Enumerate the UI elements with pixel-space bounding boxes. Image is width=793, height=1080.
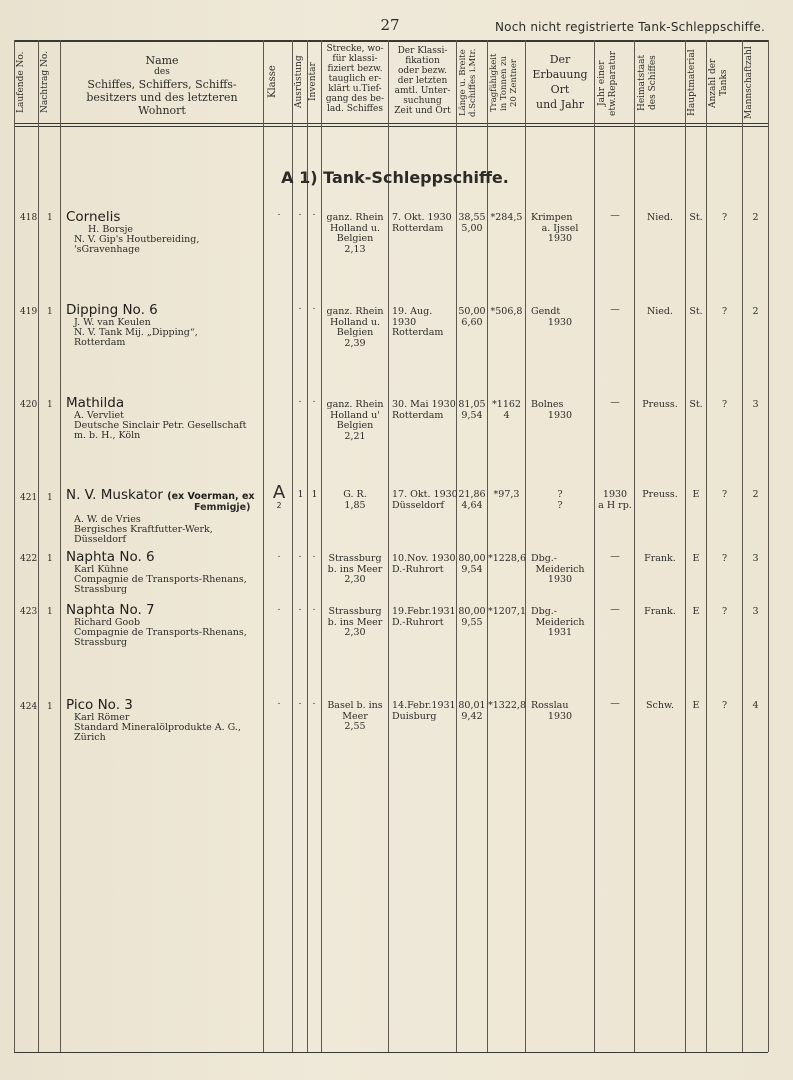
klassifikation: 14.Febr.1931 Duisburg [392,700,456,722]
erbauung: Gendt 1930 [531,306,573,328]
material: E [692,553,700,564]
section-title: A 1) Tank-Schleppschiffe. [281,168,509,187]
masse: 80,00 9,54 [458,553,486,575]
residence: 'sGravenhage [74,244,140,255]
col-rule [634,40,635,1052]
col-rule [38,40,39,1052]
heimatstaat: Frank. [644,553,676,564]
ausruestung: . [298,394,302,405]
row-nachtrag: 1 [47,307,53,317]
skipper: Karl Kühne [74,564,129,575]
owner: N. V. Gip's Houtbereiding, [74,234,200,245]
inventar: 1 [311,489,318,500]
reparatur: — [610,698,620,709]
header-nachtrag: Nachtrag No. [40,51,50,113]
header-heimatstaat: Heimatstaat des Schiffes [637,54,658,112]
col-rule [60,40,61,1052]
ship-name: Pico No. 3 [66,697,133,713]
residence: Rotterdam [74,337,126,348]
row-number: 422 [20,554,38,564]
owner: Bergisches Kraftfutter-Werk, [74,524,213,535]
ship-name: Naphta No. 7 [66,602,155,618]
row-nachtrag: 1 [47,213,53,223]
masse: 80,00 9,55 [458,606,486,628]
residence: Düsseldorf [74,534,127,545]
strecke: Strassburg b. ins Meer 2,30 [327,553,383,585]
row-nachtrag: 1 [47,493,53,503]
col-rule [388,40,389,1052]
header-rule [14,123,768,124]
tragfaehigkeit: *1207,1 [488,606,526,617]
header-erbauung: Der Erbauung Ort und Jahr [532,53,588,111]
material: E [692,489,700,500]
erbauung: Krimpen a. Ijssel 1930 [531,212,579,244]
inventar: . [312,301,316,312]
masse: 81,05 9,54 [458,399,486,421]
reparatur: — [610,397,620,408]
tragfaehigkeit: *97,3 [493,489,520,500]
owner: Standard Mineralölprodukte A. G., [74,722,241,733]
header-name: Name des Schiffes, Schiffers, Schiffs- besitzers und des letzteren Wohnort [86,54,238,117]
residence: Strassburg [74,584,128,595]
klassifikation: 7. Okt. 1930 Rotterdam [392,212,452,234]
inventar: . [312,696,316,707]
tanks: ? [721,306,728,317]
row-nachtrag: 1 [47,607,53,617]
skipper: H. Borsje [88,224,134,235]
col-rule [321,40,322,1052]
col-rule [525,40,526,1052]
material: E [692,606,700,617]
erbauung: Rosslau 1930 [531,700,573,722]
tanks: ? [721,700,728,711]
klasse-mark: A 2 [272,482,286,510]
masse: 21,86 4,64 [458,489,486,511]
klasse: . [277,207,281,218]
residence: Strassburg [74,637,128,648]
residence: m. b. H., Köln [74,430,141,441]
erbauung: Dbg.- Meiderich 1931 [531,606,585,638]
header-hauptmaterial: Hauptmaterial [687,49,697,117]
ship-name: Naphta No. 6 [66,549,155,565]
header-tragfaehigkeit: Tragfähigkeit in Tonnen zu 20 Zentner [489,53,519,113]
strecke: Basel b. ins Meer 2,55 [327,700,383,732]
ausruestung: 1 [297,489,304,500]
header-reparatur: Jahr einer etw.Reparatur [597,50,618,116]
mannschaft: 2 [752,212,759,223]
inventar: . [312,394,316,405]
top-rule [14,40,768,42]
owner: Compagnie de Transports-Rhenans, [74,574,247,585]
inventar: . [312,549,316,560]
klassifikation: 10.Nov. 1930 D.-Ruhrort [392,553,456,575]
masse: 50,00 6,60 [458,306,486,328]
tragfaehigkeit: *506,8 [490,306,523,317]
klassifikation: 30. Mai 1930 Rotterdam [392,399,456,421]
tragfaehigkeit: *284,5 [490,212,523,223]
klassifikation: 17. Okt. 1930 Düsseldorf [392,489,458,511]
erbauung: Bolnes 1930 [531,399,573,421]
ship-name-note: Femmigje) [194,502,251,513]
reparatur: — [610,604,620,615]
header-laufende: Laufende No. [16,51,26,113]
material: St. [689,399,703,410]
skipper: A. W. de Vries [74,514,141,525]
heimatstaat: Preuss. [642,399,678,410]
ship-name: Cornelis [66,209,121,225]
header-strecke: Strecke, wo- für klassi- fiziert bezw. tauglich er- klärt u.Tief- gang des be- lad. Schiffes [325,44,385,114]
skipper: Richard Goob [74,617,141,628]
ausruestung: . [298,696,302,707]
header-rule-2 [14,126,768,127]
heimatstaat: Nied. [646,306,674,317]
row-number: 419 [20,307,38,317]
klasse: . [277,549,281,560]
skipper: J. W. van Keulen [74,317,151,328]
row-number: 424 [20,702,38,712]
klasse: . [277,602,281,613]
ship-name: Mathilda [66,395,125,411]
material: E [692,700,700,711]
tragfaehigkeit: *1162 4 [492,399,521,421]
col-rule [263,40,264,1052]
klassifikation: 19.Febr.1931 D.-Ruhrort [392,606,456,628]
tanks: ? [721,399,728,410]
masse: 80,01 9,42 [458,700,486,722]
header-klasse: Klasse [267,65,278,99]
header-laenge-breite: Länge u. Breite d.Schiffes i.Mtr. [458,48,478,118]
col-rule [594,40,595,1052]
strecke: Strassburg b. ins Meer 2,30 [327,606,383,638]
heimatstaat: Frank. [644,606,676,617]
header-inventar: Inventar [308,62,318,102]
mannschaft: 4 [752,700,759,711]
klasse [275,302,283,313]
owner: Compagnie de Transports-Rhenans, [74,627,247,638]
row-number: 418 [20,213,38,223]
heimatstaat: Schw. [646,700,674,711]
ausruestung: . [298,301,302,312]
residence: Zürich [74,732,106,743]
ausruestung: . [298,549,302,560]
row-nachtrag: 1 [47,554,53,564]
tragfaehigkeit: *1322,8 [488,700,526,711]
skipper: Karl Römer [74,712,130,723]
tanks: ? [721,553,728,564]
bottom-rule [14,1052,768,1053]
strecke: ganz. Rhein Holland u. Belgien 2,13 [326,212,384,255]
row-number: 420 [20,400,38,410]
ausruestung: . [298,207,302,218]
mannschaft: 3 [752,606,759,617]
ship-name: Dipping No. 6 [66,302,158,318]
mannschaft: 3 [752,399,759,410]
header-klassifikation: Der Klassi- fikation oder bezw. der letzten amtl. Unter- suchung Zeit und Ort [394,46,451,116]
col-rule [742,40,743,1052]
reparatur: — [610,210,620,221]
header-tanks: Anzahl der Tanks [708,58,729,108]
col-rule [307,40,308,1052]
col-rule [487,40,488,1052]
mannschaft: 3 [752,553,759,564]
reparatur: 1930 a H rp. [598,489,632,511]
owner: Deutsche Sinclair Petr. Gesellschaft [74,420,247,431]
heimatstaat: Preuss. [642,489,678,500]
col-rule [292,40,293,1052]
mannschaft: 2 [752,489,759,500]
klasse [275,395,283,406]
ausruestung: . [298,602,302,613]
reparatur: — [610,304,620,315]
col-rule [768,40,769,1052]
material: St. [689,212,703,223]
ship-name: N. V. Muskator (ex Voerman, ex [66,487,255,503]
inventar: . [312,602,316,613]
row-nachtrag: 1 [47,702,53,712]
row-number: 423 [20,607,38,617]
erbauung: ? ? [557,489,563,511]
tanks: ? [721,212,728,223]
tragfaehigkeit: *1228,6 [488,553,526,564]
mannschaft: 2 [752,306,759,317]
inventar: . [312,207,316,218]
col-rule [706,40,707,1052]
masse: 38,55 5,00 [458,212,486,234]
tanks: ? [721,606,728,617]
row-nachtrag: 1 [47,400,53,410]
reparatur: — [610,551,620,562]
erbauung: Dbg.- Meiderich 1930 [531,553,585,585]
heimatstaat: Nied. [646,212,674,223]
col-rule [456,40,457,1052]
owner: N. V. Tank Mij. „Dipping“, [74,327,198,338]
page-number: 27 [380,16,400,34]
strecke: ganz. Rhein Holland u. Belgien 2,39 [326,306,384,349]
klassifikation: 19. Aug. 1930 Rotterdam [392,306,444,338]
tanks: ? [721,489,728,500]
col-rule [14,40,15,1052]
klasse: . [277,696,281,707]
header-ausruestung: Ausrüstung [294,55,304,109]
skipper: A. Vervliet [74,410,124,421]
material: St. [689,306,703,317]
header-mannschaft: Mannschaftzahl [744,46,754,120]
running-head: Noch nicht registrierte Tank-Schleppschiffe. [495,20,766,34]
strecke: ganz. Rhein Holland u' Belgien 2,21 [326,399,384,442]
col-rule [685,40,686,1052]
strecke: G. R. 1,85 [343,489,367,511]
row-number: 421 [20,493,38,503]
